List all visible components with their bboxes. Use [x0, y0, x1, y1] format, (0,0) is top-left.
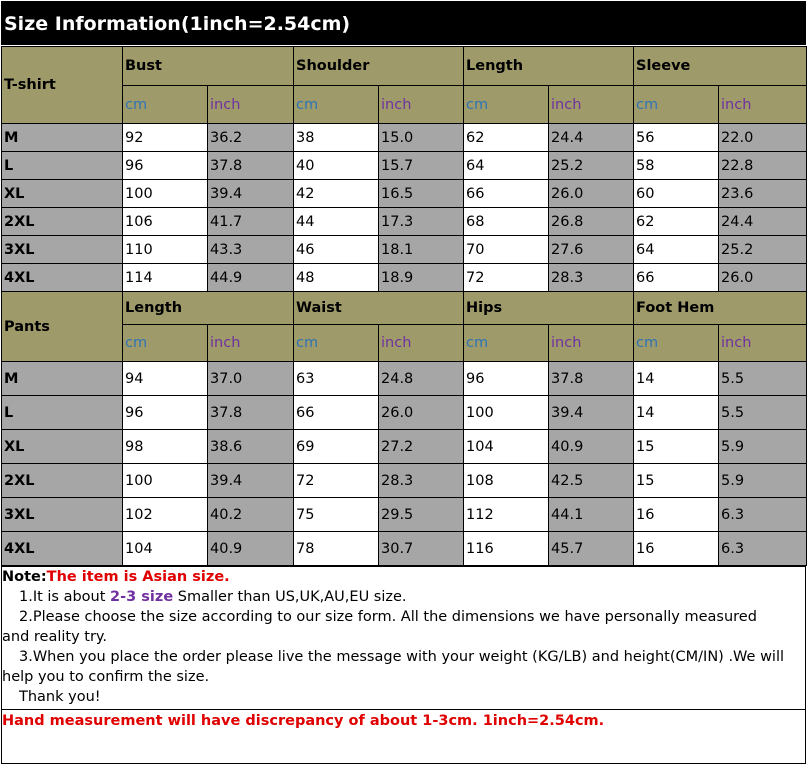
size-label: 4XL [2, 532, 123, 566]
table-row [2, 236, 807, 264]
cm-value: 14 [634, 396, 719, 430]
unit-cm: cm [464, 325, 549, 362]
inch-value: 42.5 [549, 464, 634, 498]
cm-value: 104 [123, 532, 208, 566]
cm-value: 16 [634, 498, 719, 532]
inch-value: 5.9 [719, 464, 807, 498]
cm-value: 56 [634, 124, 719, 152]
inch-value: 45.7 [549, 532, 634, 566]
inch-value: 15.7 [379, 152, 464, 180]
size-label: 4XL [2, 264, 123, 292]
measurement-warning: Hand measurement will have discrepancy of about 1-3cm. 1inch=2.54cm. [2, 709, 805, 731]
note-item-2-cont: and reality try. [2, 629, 108, 645]
column-header: Bust [123, 47, 294, 86]
cm-value: 64 [634, 236, 719, 264]
size-highlight: 2-3 size [110, 589, 174, 605]
inch-value: 22.0 [719, 124, 807, 152]
size-label: 2XL [2, 464, 123, 498]
note-item-1 [2, 587, 805, 607]
note-line [2, 567, 805, 587]
cm-value: 110 [123, 236, 208, 264]
inch-value: 15.0 [379, 124, 464, 152]
pants-label: Pants [2, 292, 123, 362]
asian-size-note: The item is Asian size. [46, 569, 230, 585]
cm-value: 15 [634, 430, 719, 464]
cm-value: 66 [464, 180, 549, 208]
unit-cm: cm [634, 325, 719, 362]
inch-value: 27.2 [379, 430, 464, 464]
cm-value: 106 [123, 208, 208, 236]
unit-cm: cm [294, 86, 379, 124]
inch-value: 37.0 [208, 362, 294, 396]
inch-value: 40.2 [208, 498, 294, 532]
cm-value: 62 [634, 208, 719, 236]
cm-value: 96 [464, 362, 549, 396]
inch-value: 24.4 [549, 124, 634, 152]
unit-cm: cm [634, 86, 719, 124]
unit-cm: cm [123, 86, 208, 124]
cm-value: 100 [464, 396, 549, 430]
inch-value: 39.4 [549, 396, 634, 430]
note-label: Note: [2, 569, 47, 585]
inch-value: 36.2 [208, 124, 294, 152]
size-label: M [2, 124, 123, 152]
inch-value: 44.1 [549, 498, 634, 532]
inch-value: 37.8 [208, 152, 294, 180]
cm-value: 98 [123, 430, 208, 464]
inch-value: 5.5 [719, 362, 807, 396]
inch-value: 18.9 [379, 264, 464, 292]
table-row [2, 362, 807, 396]
cm-value: 92 [123, 124, 208, 152]
inch-value: 39.4 [208, 180, 294, 208]
cm-value: 60 [634, 180, 719, 208]
unit-cm: cm [294, 325, 379, 362]
inch-value: 5.9 [719, 430, 807, 464]
size-label: XL [2, 180, 123, 208]
inch-value: 43.3 [208, 236, 294, 264]
table-row [2, 464, 807, 498]
inch-value: 26.0 [379, 396, 464, 430]
inch-value: 28.3 [379, 464, 464, 498]
cm-value: 75 [294, 498, 379, 532]
note-text: 1.It is about [19, 589, 111, 605]
cm-value: 58 [634, 152, 719, 180]
notes-box [1, 566, 806, 764]
unit-cm: cm [123, 325, 208, 362]
size-label: 2XL [2, 208, 123, 236]
cm-value: 72 [294, 464, 379, 498]
cm-value: 72 [464, 264, 549, 292]
cm-value: 100 [123, 180, 208, 208]
column-header: Length [123, 292, 294, 325]
inch-value: 17.3 [379, 208, 464, 236]
page-title: Size Information(1inch=2.54cm) [1, 1, 806, 45]
unit-inch: inch [379, 325, 464, 362]
inch-value: 40.9 [208, 532, 294, 566]
inch-value: 29.5 [379, 498, 464, 532]
cm-value: 100 [123, 464, 208, 498]
unit-inch: inch [208, 325, 294, 362]
table-row [2, 430, 807, 464]
column-header: Length [464, 47, 634, 86]
note-text: Smaller than US,UK,AU,EU size. [173, 589, 407, 605]
unit-inch: inch [379, 86, 464, 124]
cm-value: 66 [294, 396, 379, 430]
inch-value: 25.2 [549, 152, 634, 180]
inch-value: 6.3 [719, 532, 807, 566]
inch-value: 28.3 [549, 264, 634, 292]
unit-inch: inch [719, 325, 807, 362]
thank-you: Thank you! [19, 689, 101, 705]
inch-value: 40.9 [549, 430, 634, 464]
cm-value: 42 [294, 180, 379, 208]
cm-value: 62 [464, 124, 549, 152]
inch-value: 38.6 [208, 430, 294, 464]
cm-value: 66 [634, 264, 719, 292]
cm-value: 102 [123, 498, 208, 532]
inch-value: 27.6 [549, 236, 634, 264]
inch-value: 22.8 [719, 152, 807, 180]
size-label: 3XL [2, 236, 123, 264]
cm-value: 94 [123, 362, 208, 396]
cm-value: 70 [464, 236, 549, 264]
pants-size-table [1, 291, 807, 566]
inch-value: 26.0 [719, 264, 807, 292]
column-header: Waist [294, 292, 464, 325]
cm-value: 96 [123, 396, 208, 430]
table-row [2, 396, 807, 430]
cm-value: 16 [634, 532, 719, 566]
cm-value: 104 [464, 430, 549, 464]
cm-value: 108 [464, 464, 549, 498]
inch-value: 6.3 [719, 498, 807, 532]
note-item-3: 3.When you place the order please live the message with your weight (KG/LB) and height(CM/IN) .We will [19, 649, 785, 665]
cm-value: 96 [123, 152, 208, 180]
column-header: Sleeve [634, 47, 807, 86]
cm-value: 15 [634, 464, 719, 498]
column-header: Foot Hem [634, 292, 807, 325]
inch-value: 26.0 [549, 180, 634, 208]
cm-value: 69 [294, 430, 379, 464]
size-label: L [2, 396, 123, 430]
inch-value: 26.8 [549, 208, 634, 236]
inch-value: 23.6 [719, 180, 807, 208]
inch-value: 39.4 [208, 464, 294, 498]
column-header: Hips [464, 292, 634, 325]
table-row [2, 124, 807, 152]
tshirt-label: T-shirt [2, 47, 123, 124]
unit-inch: inch [549, 86, 634, 124]
table-row [2, 152, 807, 180]
cm-value: 48 [294, 264, 379, 292]
unit-inch: inch [208, 86, 294, 124]
inch-value: 16.5 [379, 180, 464, 208]
table-row [2, 498, 807, 532]
cm-value: 116 [464, 532, 549, 566]
cm-value: 63 [294, 362, 379, 396]
cm-value: 78 [294, 532, 379, 566]
cm-value: 64 [464, 152, 549, 180]
inch-value: 24.8 [379, 362, 464, 396]
inch-value: 41.7 [208, 208, 294, 236]
inch-value: 44.9 [208, 264, 294, 292]
inch-value: 5.5 [719, 396, 807, 430]
inch-value: 30.7 [379, 532, 464, 566]
column-header: Shoulder [294, 47, 464, 86]
inch-value: 24.4 [719, 208, 807, 236]
cm-value: 68 [464, 208, 549, 236]
size-label: XL [2, 430, 123, 464]
size-label: L [2, 152, 123, 180]
table-row [2, 264, 807, 292]
unit-inch: inch [719, 86, 807, 124]
cm-value: 44 [294, 208, 379, 236]
size-label: M [2, 362, 123, 396]
size-label: 3XL [2, 498, 123, 532]
cm-value: 112 [464, 498, 549, 532]
cm-value: 38 [294, 124, 379, 152]
note-item-3-cont: help you to confirm the size. [2, 669, 210, 685]
inch-value: 18.1 [379, 236, 464, 264]
table-row [2, 532, 807, 566]
cm-value: 14 [634, 362, 719, 396]
inch-value: 37.8 [208, 396, 294, 430]
cm-value: 114 [123, 264, 208, 292]
table-row [2, 180, 807, 208]
unit-cm: cm [464, 86, 549, 124]
unit-inch: inch [549, 325, 634, 362]
tshirt-size-table [1, 46, 807, 292]
inch-value: 25.2 [719, 236, 807, 264]
inch-value: 37.8 [549, 362, 634, 396]
cm-value: 46 [294, 236, 379, 264]
note-item-2: 2.Please choose the size according to our size form. All the dimensions we have personally measured [19, 609, 757, 625]
table-row [2, 208, 807, 236]
cm-value: 40 [294, 152, 379, 180]
